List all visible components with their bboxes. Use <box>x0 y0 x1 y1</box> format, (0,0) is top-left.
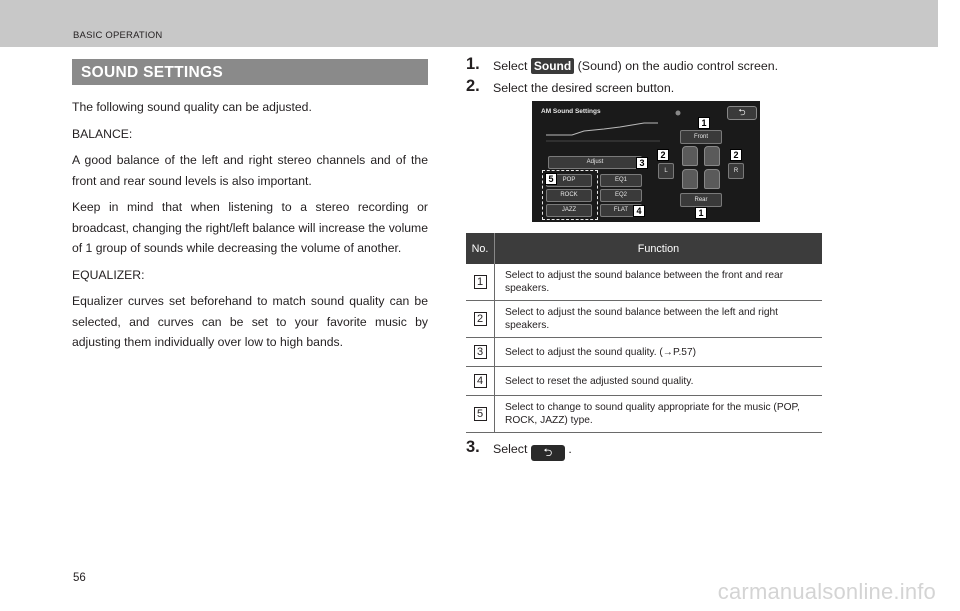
row-description: Select to change to sound quality appropriate for the music (POP, ROCK, JAZZ) type. <box>495 396 823 433</box>
step-text: Select <box>493 442 528 456</box>
step-text: (Sound) on the audio control screen. <box>577 59 779 73</box>
step-text: . <box>568 442 572 456</box>
row-number: 5 <box>474 407 487 421</box>
left-column <box>72 59 428 353</box>
table-row <box>466 264 822 301</box>
row-description: Select to adjust the sound balance between the left and right speakers. <box>495 301 823 338</box>
front-button: Front <box>680 130 722 144</box>
section-banner: SOUND SETTINGS <box>72 59 428 85</box>
eq2-button: EQ2 <box>600 189 642 202</box>
left-button: L <box>658 163 674 179</box>
row-description: Select to adjust the sound balance between the front and rear speakers. <box>495 264 823 301</box>
step-number: 2. <box>466 77 480 95</box>
row-description: Select to reset the adjusted sound quality. <box>495 367 823 396</box>
seat-icon <box>704 169 720 189</box>
step-1 <box>466 57 822 75</box>
pop-button: POP <box>546 174 592 187</box>
callout-2: 2 <box>730 149 742 161</box>
back-arrow-icon: ⮌ <box>531 445 565 461</box>
right-column <box>466 57 822 97</box>
screen-back-button: ⮌ <box>727 106 757 120</box>
row-description: Select to adjust the sound quality. (→P.57) <box>495 338 823 367</box>
page-header-bar <box>0 0 938 47</box>
eq1-button: EQ1 <box>600 174 642 187</box>
row-number: 1 <box>474 275 487 289</box>
screen-title: AM Sound Settings <box>541 108 601 115</box>
row-number: 2 <box>474 312 487 326</box>
seat-icon <box>704 146 720 166</box>
intro-text: The following sound quality can be adjusted. <box>72 100 312 114</box>
watermark: carmanualsonline.info <box>717 579 936 604</box>
table-row <box>466 367 822 396</box>
equalizer-heading: EQUALIZER: <box>72 267 145 282</box>
sound-settings-screenshot <box>532 101 760 222</box>
callout-1: 1 <box>698 117 710 129</box>
step-2 <box>466 79 822 97</box>
function-table <box>466 233 822 433</box>
page-number: 56 <box>73 572 86 584</box>
rear-button: Rear <box>680 193 722 207</box>
table-row <box>466 301 822 338</box>
column-header-function: Function <box>495 233 823 264</box>
right-button: R <box>728 163 744 179</box>
section-title: BASIC OPERATION <box>73 30 163 41</box>
callout-2: 2 <box>657 149 669 161</box>
seat-icon <box>682 169 698 189</box>
row-number: 4 <box>474 374 487 388</box>
table-row <box>466 396 822 433</box>
balance-heading: BALANCE: <box>72 126 133 141</box>
step-text: Select the desired screen button. <box>493 81 675 95</box>
step-number: 1. <box>466 55 480 73</box>
flat-button: FLAT <box>600 204 642 217</box>
seat-icon <box>682 146 698 166</box>
balance-paragraph-2: Keep in mind that when listening to a stereo recording or broadcast, changing the right/left balance will increase the volume of 1 group of sounds while decreasing the volume of another. <box>72 200 428 255</box>
callout-3: 3 <box>636 157 648 169</box>
equalizer-paragraph: Equalizer curves set beforehand to match sound quality can be selected, and curves can be set to your favorite music by adjusting them individually over low to high bands. <box>72 294 428 349</box>
step-text: Select <box>493 59 528 73</box>
sound-button-label: Sound <box>531 58 574 74</box>
rock-button: ROCK <box>546 189 592 202</box>
column-header-no: No. <box>466 233 495 264</box>
step-number: 3. <box>466 438 480 456</box>
callout-5: 5 <box>545 173 557 185</box>
callout-1: 1 <box>695 207 707 219</box>
callout-4: 4 <box>633 205 645 217</box>
balance-paragraph-1: A good balance of the left and right stereo channels and of the front and rear sound levels is also important. <box>72 153 428 188</box>
jazz-button: JAZZ <box>546 204 592 217</box>
row-number: 3 <box>474 345 487 359</box>
table-row <box>466 338 822 367</box>
page-edge <box>938 0 960 611</box>
step-3 <box>466 440 572 461</box>
adjust-button: Adjust <box>548 156 642 169</box>
